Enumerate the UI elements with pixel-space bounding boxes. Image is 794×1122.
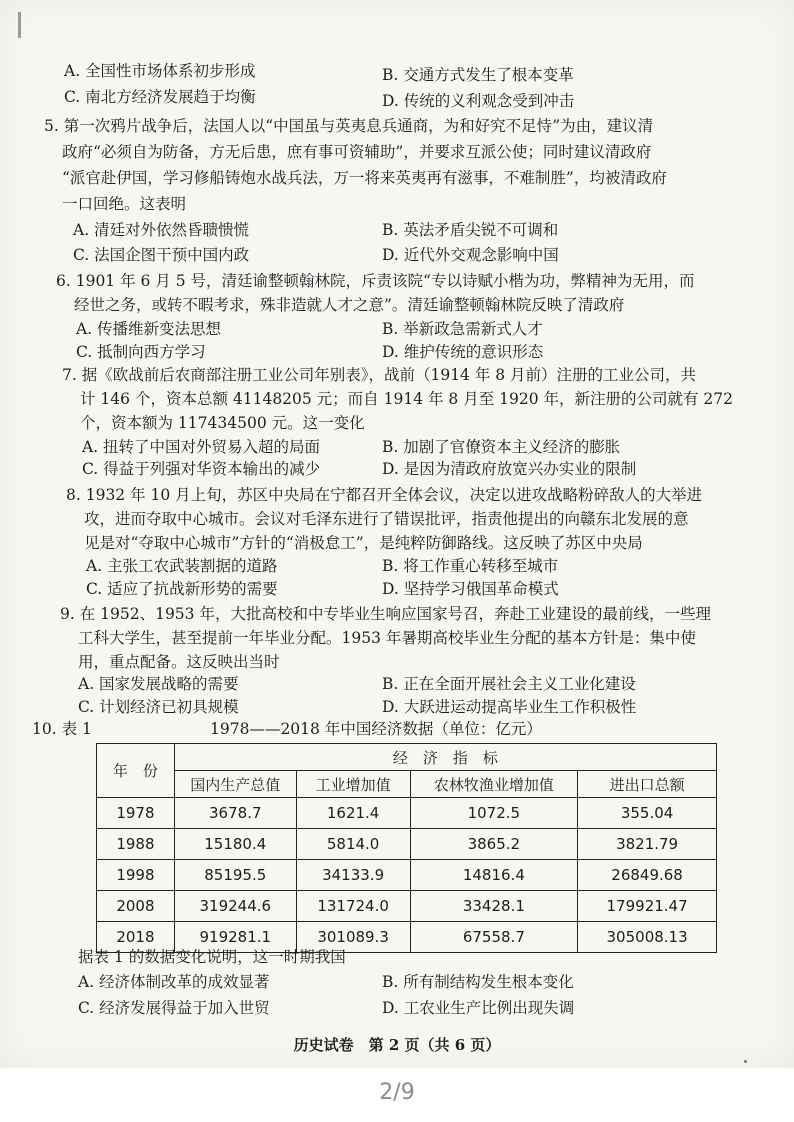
q5-stem-line-3: “派官赴伊国，学习修船铸炮水战兵法，万一将来英夷再有滋事，不难制胜”，均被清政府 — [62, 169, 667, 187]
q10-stem: 据表 1 的数据变化说明，这一时期我国 — [78, 948, 346, 966]
economic-data-table — [96, 743, 717, 953]
q10-caption-row — [32, 717, 732, 739]
page-footer: 历史试卷 第 2 页（共 6 页） — [293, 1036, 501, 1054]
q5-option-b: B. 英法矛盾尖锐不可调和 — [382, 221, 559, 239]
table-cell: 1072.5 — [410, 798, 578, 829]
q10-option-a: A. 经济体制改革的成效显著 — [78, 973, 270, 991]
q8-option-a: A. 主张工农武装割据的道路 — [86, 557, 278, 575]
column-header: 国内生产总值 — [174, 771, 296, 798]
table-cell: 919281.1 — [174, 922, 296, 953]
table-row — [97, 829, 717, 860]
table-cell: 3865.2 — [410, 829, 578, 860]
column-header: 进出口总额 — [578, 771, 717, 798]
q6-option-c: C. 抵制向西方学习 — [76, 343, 206, 361]
q7-stem-line-3: 个，资本额为 117434500 元。这一变化 — [80, 414, 365, 432]
table-row — [97, 891, 717, 922]
q4-option-a: A. 全国性市场体系初步形成 — [64, 62, 256, 80]
q7-option-a: A. 扭转了中国对外贸易入超的局面 — [82, 438, 321, 456]
q4-option-d: D. 传统的义利观念受到冲击 — [382, 92, 575, 110]
q6-option-a: A. 传播维新变法思想 — [76, 320, 222, 338]
table-cell: 26849.68 — [578, 860, 717, 891]
q5-option-c: C. 法国企图干预中国内政 — [73, 246, 250, 264]
page-indicator: 2/9 — [379, 1080, 415, 1105]
table-cell: 179921.47 — [578, 891, 717, 922]
year-cell: 1988 — [97, 829, 175, 860]
table-caption: 1978——2018 年中国经济数据（单位：亿元） — [210, 720, 542, 738]
scan-speck — [744, 1060, 747, 1063]
q8-option-c: C. 适应了抗战新形势的需要 — [86, 580, 278, 598]
q7-option-c: C. 得益于列强对华资本输出的减少 — [82, 460, 321, 478]
q8-stem-line-1: 8. 1932 年 10 月上旬，苏区中央局在宁都召开全体会议，决定以进攻战略粉碎敌人的大举进 — [66, 486, 703, 504]
q7-stem-line-1: 7. 据《欧战前后农商部注册工业公司年别表》，战前（1914 年 8 月前）注册的工业公司，共 — [62, 366, 697, 384]
q9-option-c: C. 计划经济已初具规模 — [78, 698, 239, 716]
q8-option-d: D. 坚持学习俄国革命模式 — [382, 580, 559, 598]
q9-option-d: D. 大跃进运动提高毕业生工作积极性 — [382, 698, 637, 716]
table-cell: 1621.4 — [296, 798, 410, 829]
q6-option-b: B. 举新政急需新式人才 — [382, 320, 543, 338]
q8-option-b: B. 将工作重心转移至城市 — [382, 557, 559, 575]
q6-stem-line-2: 经世之务，或转不暇考求，殊非造就人才之意”。清廷谕整顿翰林院反映了清政府 — [74, 296, 625, 314]
q10-option-b: B. 所有制结构发生根本变化 — [382, 973, 574, 991]
year-cell: 1998 — [97, 860, 175, 891]
column-header: 农林牧渔业增加值 — [410, 771, 578, 798]
q10-option-c: C. 经济发展得益于加入世贸 — [78, 999, 270, 1017]
table-cell: 15180.4 — [174, 829, 296, 860]
table-cell: 14816.4 — [410, 860, 578, 891]
q5-stem-line-1: 5. 第一次鸦片战争后，法国人以“中国虽与英夷息兵通商，为和好究不足恃”为由，建议清 — [44, 117, 654, 135]
table-cell: 305008.13 — [578, 922, 717, 953]
q7-option-b: B. 加剧了官僚资本主义经济的膨胀 — [382, 438, 621, 456]
q8-stem-line-2: 攻，进而夺取中心城市。会议对毛泽东进行了错误批评，指责他提出的向赣东北发展的意 — [84, 510, 689, 528]
q5-stem-line-4: 一口回绝。这表明 — [62, 195, 187, 213]
q7-stem-line-2: 计 146 个，资本总额 41148205 元；而自 1914 年 8 月至 1920 年，新注册的公司就有 272 — [80, 390, 734, 408]
table-cell: 34133.9 — [296, 860, 410, 891]
table-cell: 5814.0 — [296, 829, 410, 860]
table-cell: 33428.1 — [410, 891, 578, 922]
year-cell: 2018 — [97, 922, 175, 953]
table-cell: 131724.0 — [296, 891, 410, 922]
q5-option-d: D. 近代外交观念影响中国 — [382, 246, 559, 264]
year-cell: 2008 — [97, 891, 175, 922]
q7-option-d: D. 是因为清政府放宽兴办实业的限制 — [382, 460, 637, 478]
scan-edge-mark — [18, 12, 21, 38]
q8-stem-line-3: 见是对“夺取中心城市”方针的“消极怠工”，是纯粹防御路线。这反映了苏区中央局 — [84, 534, 643, 552]
indicator-group-header: 经 济 指 标 — [174, 744, 716, 771]
q4-option-b: B. 交通方式发生了根本变革 — [382, 66, 574, 84]
q6-option-d: D. 维护传统的意识形态 — [382, 343, 544, 361]
q9-stem-line-3: 用，重点配备。这反映出当时 — [78, 653, 280, 671]
table-cell: 67558.7 — [410, 922, 578, 953]
q9-stem-line-1: 9. 在 1952、1953 年，大批高校和中专毕业生响应国家号召，奔赴工业建设的最前线，一些理 — [60, 605, 711, 623]
q9-stem-line-2: 工科大学生，甚至提前一年毕业分配。1953 年暑期高校毕业生分配的基本方针是：集中使 — [78, 629, 696, 647]
table-row — [97, 860, 717, 891]
q4-option-c: C. 南北方经济发展趋于均衡 — [64, 88, 256, 106]
q9-option-a: A. 国家发展战略的需要 — [78, 675, 239, 693]
q9-option-b: B. 正在全面开展社会主义工业化建设 — [382, 675, 636, 693]
year-cell: 1978 — [97, 798, 175, 829]
year-header: 年 份 — [97, 744, 175, 798]
column-header: 工业增加值 — [296, 771, 410, 798]
q6-stem-line-1: 6. 1901 年 6 月 5 号，清廷谕整顿翰林院，斥责该院“专以诗赋小楷为功，弊精神为无用，而 — [56, 272, 695, 290]
table-cell: 3678.7 — [174, 798, 296, 829]
table-cell: 301089.3 — [296, 922, 410, 953]
table-cell: 319244.6 — [174, 891, 296, 922]
q10-option-d: D. 工农业生产比例出现失调 — [382, 999, 575, 1017]
table-row — [97, 798, 717, 829]
q5-option-a: A. 清廷对外依然昏聩愦慌 — [73, 221, 250, 239]
table-cell: 85195.5 — [174, 860, 296, 891]
q10-number: 10. 表 1 — [32, 720, 92, 738]
table-cell: 355.04 — [578, 798, 717, 829]
table-cell: 3821.79 — [578, 829, 717, 860]
q5-stem-line-2: 政府“必须自为防备，方无后患，庶有事可资辅助”，并要求互派公使；同时建议清政府 — [62, 143, 652, 161]
